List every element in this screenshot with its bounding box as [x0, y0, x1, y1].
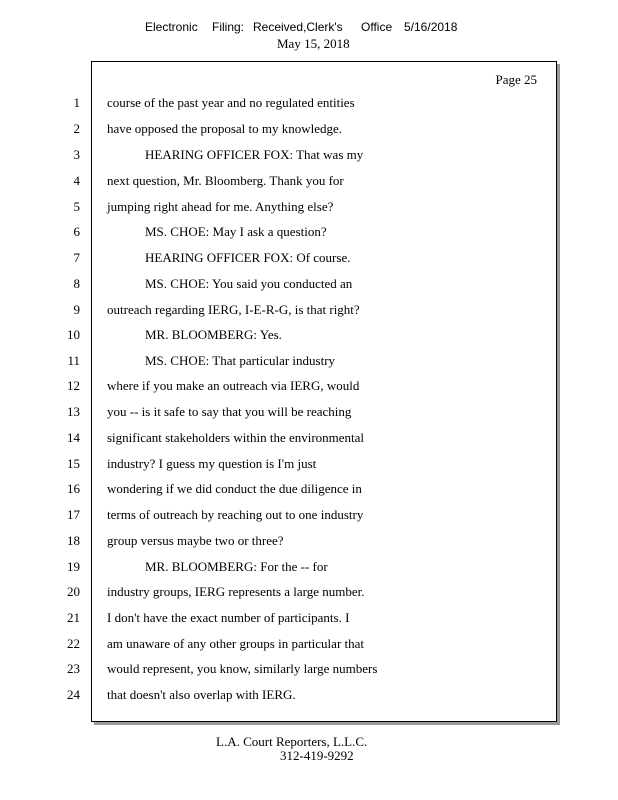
line-text: next question, Mr. Bloomberg. Thank you for	[107, 173, 344, 188]
line-text: terms of outreach by reaching out to one industry	[107, 507, 364, 522]
line-text: wondering if we did conduct the due diligence in	[107, 481, 362, 496]
line-text: have opposed the proposal to my knowledge.	[107, 121, 343, 136]
line-text: significant stakeholders within the environmental	[107, 430, 365, 445]
line-number: 7	[73, 250, 80, 265]
filing-word: 5/16/2018	[404, 20, 458, 34]
line-text: MR. BLOOMBERG: Yes.	[145, 327, 282, 342]
line-text: industry groups, IERG represents a large number.	[107, 584, 365, 599]
line-number: 4	[73, 173, 80, 188]
line-text: MR. BLOOMBERG: For the -- for	[145, 559, 328, 574]
line-number: 8	[73, 276, 80, 291]
line-text: that doesn't also overlap with IERG.	[107, 687, 296, 702]
line-number: 10	[67, 327, 80, 342]
line-number: 6	[73, 224, 80, 239]
line-number: 3	[73, 147, 80, 162]
line-text: course of the past year and no regulated entities	[107, 95, 355, 110]
line-text: I don't have the exact number of participants. I	[107, 610, 350, 625]
filing-word: Office	[361, 20, 393, 34]
line-number: 13	[67, 404, 80, 419]
line-text: HEARING OFFICER FOX: Of course.	[145, 250, 351, 265]
line-text: jumping right ahead for me. Anything else?	[107, 199, 334, 214]
line-number: 5	[73, 199, 80, 214]
line-number: 23	[67, 661, 80, 676]
filing-word: Filing:	[212, 20, 245, 34]
line-number: 2	[73, 121, 80, 136]
line-number: 15	[67, 456, 80, 471]
filing-word: Electronic	[145, 20, 198, 34]
line-text: outreach regarding IERG, I-E-R-G, is that right?	[107, 302, 360, 317]
line-text: would represent, you know, similarly large numbers	[107, 661, 378, 676]
filing-word: Received,Clerk's	[253, 20, 343, 34]
line-number: 18	[67, 533, 80, 548]
line-text: MS. CHOE: You said you conducted an	[145, 276, 353, 291]
line-number: 12	[67, 378, 80, 393]
line-number: 24	[67, 687, 80, 702]
transcript-date: May 15, 2018	[277, 36, 350, 51]
footer-company: L.A. Court Reporters, L.L.C.	[216, 734, 368, 749]
line-number: 19	[67, 559, 80, 574]
line-number: 1	[73, 95, 80, 110]
footer-phone: 312-419-9292	[280, 748, 354, 763]
page-number: Page 25	[495, 72, 537, 87]
filing-stamp	[0, 20, 618, 36]
line-text: MS. CHOE: May I ask a question?	[145, 224, 327, 239]
line-number: 17	[67, 507, 80, 522]
line-text: MS. CHOE: That particular industry	[145, 353, 336, 368]
line-number: 14	[67, 430, 80, 445]
line-number: 22	[67, 636, 80, 651]
line-number: 20	[67, 584, 80, 599]
line-text: group versus maybe two or three?	[107, 533, 284, 548]
line-text: am unaware of any other groups in particular that	[107, 636, 365, 651]
line-number: 16	[67, 481, 80, 496]
line-text: you -- is it safe to say that you will be reaching	[107, 404, 352, 419]
line-text: industry? I guess my question is I'm just	[107, 456, 317, 471]
line-text: where if you make an outreach via IERG, would	[107, 378, 360, 393]
line-number: 9	[73, 302, 80, 317]
line-number: 21	[67, 610, 80, 625]
line-text: HEARING OFFICER FOX: That was my	[145, 147, 364, 162]
line-number: 11	[67, 353, 80, 368]
